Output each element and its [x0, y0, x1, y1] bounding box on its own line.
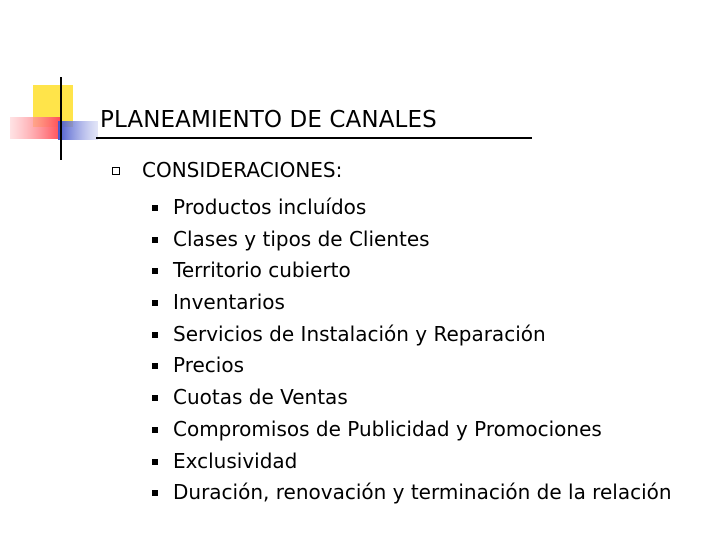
filled-square-icon	[152, 332, 158, 338]
filled-square-icon	[152, 300, 158, 306]
filled-square-icon	[152, 459, 158, 465]
filled-square-icon	[152, 205, 158, 211]
heading-text: CONSIDERACIONES:	[142, 158, 343, 182]
title-decoration	[0, 0, 100, 170]
list-item-text: Clases y tipos de Clientes	[173, 226, 430, 251]
list-item-text: Exclusividad	[173, 448, 298, 473]
filled-square-icon	[152, 268, 158, 274]
list-item-text: Precios	[173, 353, 245, 378]
list-item-text: Territorio cubierto	[173, 258, 351, 283]
title-underline	[96, 137, 532, 139]
filled-square-icon	[152, 490, 158, 496]
filled-square-icon	[152, 427, 158, 433]
filled-square-icon	[152, 237, 158, 243]
list-item-text: Productos incluídos	[173, 195, 367, 219]
filled-square-icon	[152, 395, 158, 401]
hollow-square-icon	[112, 167, 120, 175]
list-item-text: Inventarios	[173, 290, 285, 315]
filled-square-icon	[152, 363, 158, 369]
list-item-text: Compromisos de Publicidad y Promociones	[173, 416, 602, 441]
slide-title: PLANEAMIENTO DE CANALES	[100, 107, 437, 133]
deco-blue-bar	[58, 121, 98, 140]
list-item-text: Duración, renovación y terminación de la relación	[173, 480, 672, 505]
list-item-text: Servicios de Instalación y Reparación	[173, 321, 546, 346]
deco-red-bar	[10, 117, 60, 139]
list-item-text: Cuotas de Ventas	[173, 385, 348, 410]
